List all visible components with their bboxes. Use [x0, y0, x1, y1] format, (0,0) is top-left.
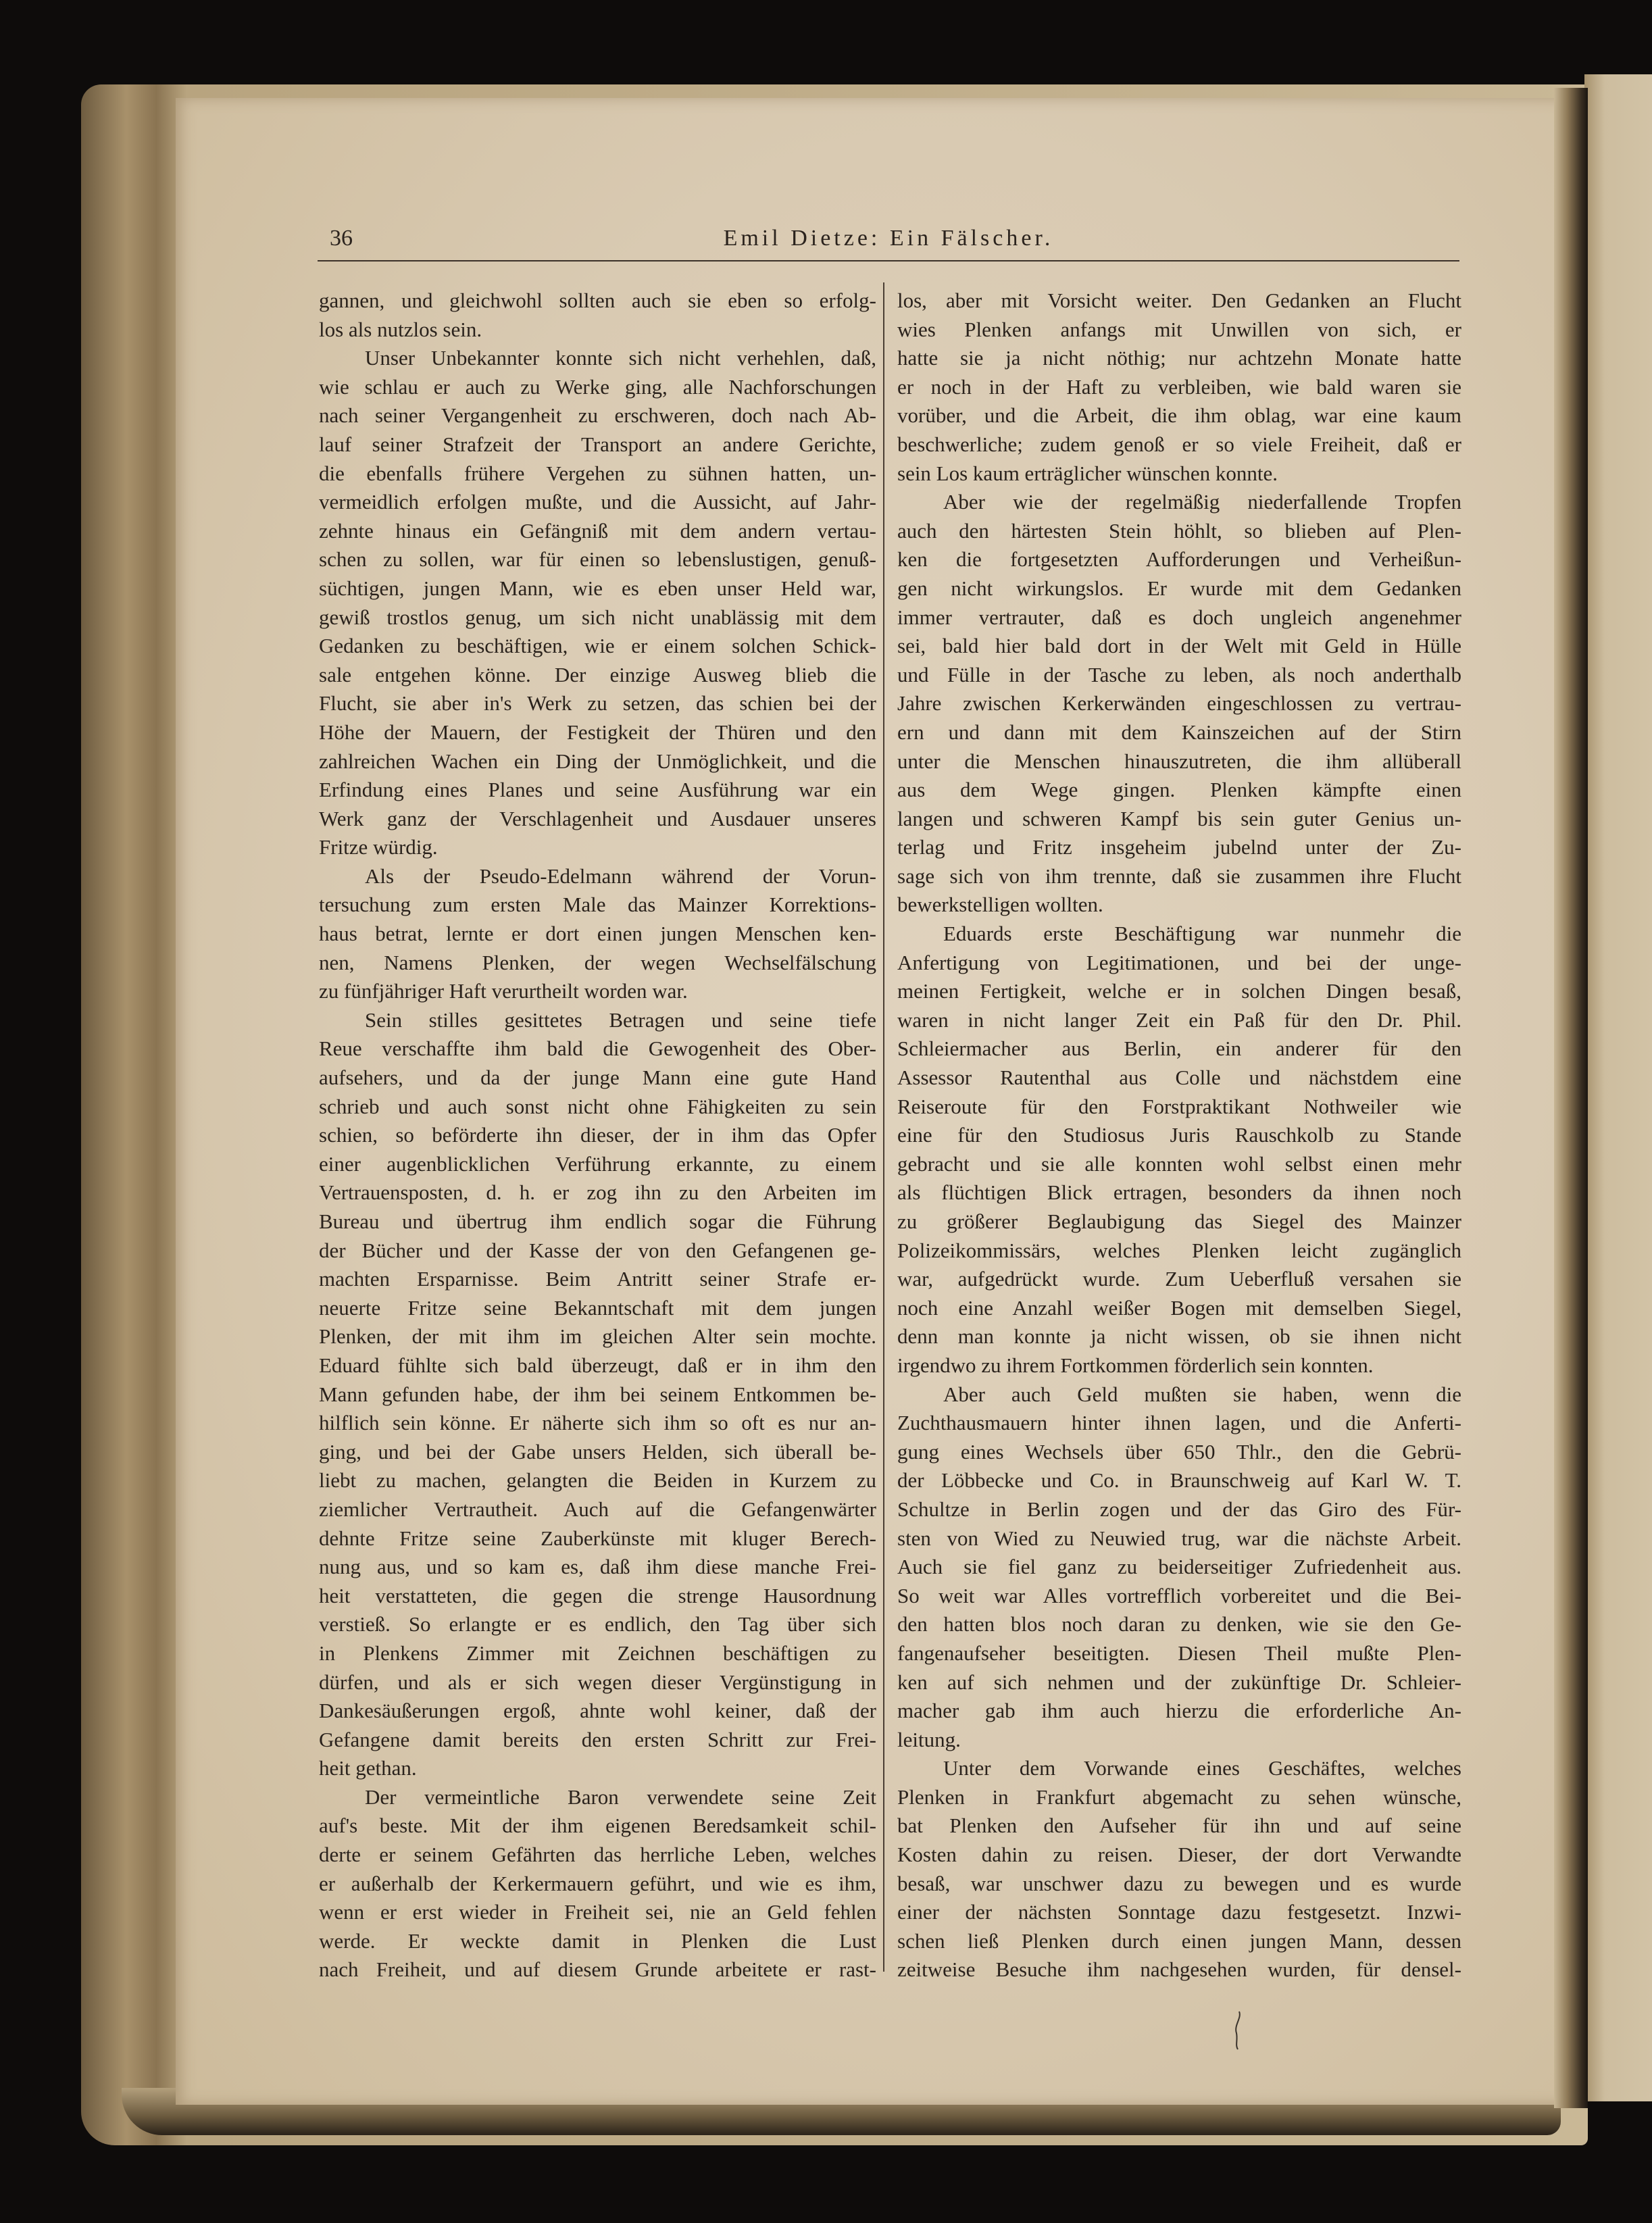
- text-line: Plenken in Frankfurt abgemacht zu sehen wünsche,: [897, 1784, 1461, 1809]
- text-line: nach Freiheit, und auf diesem Grunde arbeitete er rast-: [319, 1957, 876, 1982]
- text-line: schen zu sollen, war für einen so lebenslustigen, genuß-: [319, 547, 876, 572]
- text-line: er außerhalb der Kerkermauern geführt, und wie es ihm,: [319, 1871, 876, 1895]
- running-title: Emil Dietze: Ein Fälscher.: [723, 226, 1054, 251]
- text-line: immer vertrauter, daß es doch ungleich angenehmer: [897, 605, 1461, 629]
- header-rule: [318, 260, 1459, 261]
- text-line: der Bücher und der Kasse der von den Gefangenen ge-: [319, 1238, 876, 1262]
- text-line: hilflich sein könne. Er näherte sich ihm so oft es nur an-: [319, 1411, 876, 1435]
- text-line: dehnte Fritze seine Zauberkünste mit kluger Berech-: [319, 1526, 876, 1550]
- text-line: auf's beste. Mit der ihm eigenen Beredsamkeit schil-: [319, 1814, 876, 1838]
- paragraph: [897, 488, 1461, 920]
- text-line: nen, Namens Plenken, der wegen Wechselfälschung: [319, 950, 876, 974]
- text-line: Gedanken zu beschäftigen, wie er einem solchen Schick-: [319, 634, 876, 658]
- text-line: Eduards erste Beschäftigung war nunmehr die: [943, 922, 1461, 946]
- text-line: los als nutzlos sein.: [319, 317, 482, 341]
- text-line: ken die fortgesetzten Aufforderungen und Verheißun-: [897, 547, 1461, 572]
- text-line: denn man konnte ja nicht wissen, ob sie ihnen nicht: [897, 1324, 1461, 1349]
- paragraph: [897, 1754, 1461, 1984]
- page-header: [318, 222, 1459, 259]
- text-line: vermeidlich erfolgen mußte, und die Aussicht, auf Jahr-: [319, 490, 876, 514]
- text-line: besaß, war unschwer dazu zu bewegen und es wurde: [897, 1871, 1461, 1895]
- text-line: macher gab ihm auch hierzu die erforderliche An-: [897, 1699, 1461, 1723]
- text-line: noch eine Anzahl weißer Bogen mit demselben Siegel,: [897, 1295, 1461, 1320]
- text-line: terlag und Fritz insgeheim jubelnd unter der Zu-: [897, 835, 1461, 859]
- text-line: der Löbbecke und Co. in Braunschweig auf Karl W. T.: [897, 1468, 1461, 1493]
- text-line: Unter dem Vorwande eines Geschäftes, welches: [943, 1756, 1461, 1780]
- text-line: süchtigen, jungen Mann, wie es eben unser Held war,: [319, 576, 876, 600]
- text-line: gannen, und gleichwohl sollten auch sie eben so erfolg-: [319, 289, 876, 312]
- text-line: bewerkstelligen wollten.: [897, 893, 1103, 917]
- text-line: schrieb und auch sonst nicht ohne Fähigkeiten zu sein: [319, 1094, 876, 1118]
- text-line: einer augenblicklichen Verführung erkannte, zu einem: [319, 1151, 876, 1176]
- text-line: ern und dann mit dem Kainszeichen auf der Stirn: [897, 720, 1461, 744]
- text-line: So weit war Alles vortrefflich vorbereitet und die Bei-: [897, 1583, 1461, 1607]
- text-line: unter die Menschen hinauszutreten, die ihm allüberall: [897, 749, 1461, 773]
- text-line: Fritze würdig.: [319, 835, 438, 859]
- text-line: liebt zu machen, gelangten die Beiden in Kurzem zu: [319, 1468, 876, 1493]
- text-line: meinen Fertigkeit, welche er in solchen Dingen besaß,: [897, 979, 1461, 1003]
- text-line: Schultze in Berlin zogen und der das Giro des Für-: [897, 1497, 1461, 1521]
- text-line: er noch in der Haft zu verbleiben, wie bald waren sie: [897, 374, 1461, 399]
- text-line: Reiseroute für den Forstpraktikant Nothweiler wie: [897, 1094, 1461, 1118]
- text-line: Schleiermacher aus Berlin, ein anderer für den: [897, 1036, 1461, 1061]
- pencil-mark: [1230, 2010, 1250, 2051]
- text-line: Polizeikommissärs, welches Plenken leicht zugänglich: [897, 1238, 1461, 1262]
- text-line: Jahre zwischen Kerkerwänden eingeschlossen zu vertrau-: [897, 691, 1461, 716]
- paragraph: [897, 920, 1461, 1380]
- text-line: gebracht und sie alle konnten wohl selbst einen mehr: [897, 1151, 1461, 1176]
- text-line: Kosten dahin zu reisen. Dieser, der dort Verwandte: [897, 1843, 1461, 1867]
- text-line: sein Los kaum erträglicher wünschen konnte.: [897, 461, 1278, 485]
- text-line: zahlreichen Wachen ein Ding der Unmöglichkeit, und die: [319, 749, 876, 773]
- text-line: Aber auch Geld mußten sie haben, wenn die: [943, 1382, 1461, 1406]
- text-line: bat Plenken den Aufseher für ihn und auf seine: [897, 1814, 1461, 1838]
- text-line: schen ließ Plenken durch einen jungen Mann, dessen: [897, 1928, 1461, 1953]
- text-line: den hatten blos noch daran zu denken, wie sie den Ge-: [897, 1612, 1461, 1637]
- text-line: fangenaufseher beseitigten. Diesen Theil mußte Plen-: [897, 1641, 1461, 1665]
- text-line: ziemlicher Vertrautheit. Auch auf die Gefangenwärter: [319, 1497, 876, 1521]
- text-line: Werk ganz der Verschlagenheit und Ausdauer unseres: [319, 806, 876, 830]
- text-line: Anfertigung von Legitimationen, und bei der unge-: [897, 950, 1461, 974]
- text-line: dürfen, und als er sich wegen dieser Vergünstigung in: [319, 1670, 876, 1694]
- text-line: Sein stilles gesittetes Betragen und seine tiefe: [365, 1007, 876, 1032]
- text-line: in Plenkens Zimmer mit Zeichnen beschäftigen zu: [319, 1641, 876, 1665]
- text-line: Mann gefunden habe, der ihm bei seinem Entkommen be-: [319, 1382, 876, 1406]
- text-line: nach seiner Vergangenheit zu erschweren, doch nach Ab-: [319, 403, 876, 428]
- text-line: werde. Er weckte damit in Plenken die Lust: [319, 1928, 876, 1953]
- text-line: sale entgehen könne. Der einzige Ausweg blieb die: [319, 662, 876, 686]
- text-line: auch den härtesten Stein höhlt, so blieben auf Plen-: [897, 518, 1461, 543]
- paragraph: [897, 286, 1461, 488]
- text-line: machten Ersparnisse. Beim Antritt seiner Strafe er-: [319, 1267, 876, 1291]
- text-line: gen nicht wirkungslos. Er wurde mit dem Gedanken: [897, 576, 1461, 600]
- text-line: sage sich von ihm trennte, daß sie zusammen ihre Flucht: [897, 864, 1461, 888]
- text-line: sten von Wied zu Neuwied trug, war die nächste Arbeit.: [897, 1526, 1461, 1550]
- text-line: heit gethan.: [319, 1756, 417, 1780]
- paragraph: [319, 344, 876, 862]
- text-line: langen und schweren Kampf bis sein guter Genius un-: [897, 806, 1461, 830]
- text-column-left: [319, 286, 876, 1984]
- text-line: ken auf sich nehmen und der zukünftige Dr. Schleier-: [897, 1670, 1461, 1694]
- text-line: haus betrat, lernte er dort einen jungen Menschen ken-: [319, 922, 876, 946]
- text-line: verstieß. So erlangte er es endlich, den Tag über sich: [319, 1612, 876, 1637]
- text-line: irgendwo zu ihrem Fortkommen förderlich sein konnten.: [897, 1353, 1374, 1377]
- text-line: Zuchthausmauern hinter ihnen lagen, und die Anferti-: [897, 1411, 1461, 1435]
- text-line: Eduard fühlte sich bald überzeugt, daß er in ihm den: [319, 1353, 876, 1377]
- text-line: Gefangene damit bereits den ersten Schritt zur Frei-: [319, 1727, 876, 1751]
- text-line: Assessor Rautenthal aus Colle und nächstdem eine: [897, 1066, 1461, 1090]
- text-line: hatte sie ja nicht nöthig; nur achtzehn Monate hatte: [897, 346, 1461, 370]
- text-line: einer der nächsten Sonntage dazu festgesetzt. Inzwi-: [897, 1900, 1461, 1924]
- paragraph: [319, 1006, 876, 1783]
- text-line: ging, und bei der Gabe unsers Helden, sich überall be-: [319, 1439, 876, 1464]
- text-column-right: [897, 286, 1461, 1984]
- text-line: Plenken, der mit ihm im gleichen Alter sein mochte.: [319, 1324, 876, 1349]
- text-line: gewiß trostlos genug, um sich nicht unablässig mit dem: [319, 605, 876, 629]
- text-line: aufsehers, und da der junge Mann eine gute Hand: [319, 1066, 876, 1090]
- text-line: lauf seiner Strafzeit der Transport an andere Gerichte,: [319, 432, 876, 456]
- text-line: nung aus, und so kam es, daß ihm diese manche Frei-: [319, 1555, 876, 1579]
- book-gutter: [1554, 88, 1588, 2108]
- text-line: vorüber, und die Arbeit, die ihm oblag, war eine kaum: [897, 403, 1461, 428]
- text-line: Der vermeintliche Baron verwendete seine Zeit: [365, 1784, 876, 1809]
- text-line: zeitweise Besuche ihm nachgesehen wurden, für densel-: [897, 1957, 1461, 1982]
- column-divider: [883, 282, 884, 1972]
- text-line: tersuchung zum ersten Male das Mainzer Korrektions-: [319, 893, 876, 917]
- text-line: wenn er erst wieder in Freiheit sei, nie an Geld fehlen: [319, 1900, 876, 1924]
- text-line: Reue verschaffte ihm bald die Gewogenheit des Ober-: [319, 1036, 876, 1061]
- text-line: Flucht, sie aber in's Werk zu setzen, das schien bei der: [319, 691, 876, 716]
- text-line: Aber wie der regelmäßig niederfallende Tropfen: [943, 490, 1461, 514]
- text-line: los, aber mit Vorsicht weiter. Den Gedanken an Flucht: [897, 289, 1461, 312]
- text-line: sei, bald hier bald dort in der Welt mit Geld in Hülle: [897, 634, 1461, 658]
- facing-page-edge: [1584, 74, 1652, 2101]
- text-line: als flüchtigen Blick ertragen, besonders da ihnen noch: [897, 1180, 1461, 1205]
- text-line: waren in nicht langer Zeit ein Paß für den Dr. Phil.: [897, 1007, 1461, 1032]
- text-line: zehnte hinaus ein Gefängniß mit dem andern vertau-: [319, 518, 876, 543]
- text-line: eine für den Studiosus Juris Rauschkolb zu Stande: [897, 1123, 1461, 1147]
- text-line: leitung.: [897, 1727, 961, 1751]
- paragraph: [319, 1783, 876, 1984]
- text-line: derte er seinem Gefährten das herrliche Leben, welches: [319, 1843, 876, 1867]
- text-line: Auch sie fiel ganz zu beiderseitiger Zufriedenheit aus.: [897, 1555, 1461, 1579]
- paragraph: [897, 1380, 1461, 1755]
- paragraph: [319, 286, 876, 344]
- text-line: aus dem Wege gingen. Plenken kämpfte einen: [897, 778, 1461, 802]
- text-line: Dankesäußerungen ergoß, ahnte wohl keiner, daß der: [319, 1699, 876, 1723]
- text-line: Erfindung eines Planes und seine Ausführung war ein: [319, 778, 876, 802]
- page-number: 36: [330, 226, 353, 251]
- text-line: zu fünfjähriger Haft verurtheilt worden war.: [319, 979, 688, 1003]
- text-line: und Fülle in der Tasche zu leben, als noch anderthalb: [897, 662, 1461, 686]
- text-line: zu größerer Beglaubigung das Siegel des Mainzer: [897, 1209, 1461, 1233]
- text-line: wies Plenken anfangs mit Unwillen von sich, er: [897, 317, 1461, 341]
- text-line: Vertrauensposten, d. h. er zog ihn zu den Arbeiten im: [319, 1180, 876, 1205]
- text-line: Bureau und übertrug ihm endlich sogar die Führung: [319, 1209, 876, 1233]
- text-line: neuerte Fritze seine Bekanntschaft mit dem jungen: [319, 1295, 876, 1320]
- text-line: heit verstatteten, die gegen die strenge Hausordnung: [319, 1583, 876, 1607]
- text-line: gung eines Wechsels über 650 Thlr., den die Gebrü-: [897, 1439, 1461, 1464]
- paragraph: [319, 862, 876, 1006]
- text-line: beschwerliche; zudem genoß er so viele Freiheit, daß er: [897, 432, 1461, 456]
- text-line: Als der Pseudo-Edelmann während der Vorun-: [365, 864, 876, 888]
- text-line: wie schlau er auch zu Werke ging, alle Nachforschungen: [319, 374, 876, 399]
- text-line: schien, so beförderte ihn dieser, der in ihm das Opfer: [319, 1123, 876, 1147]
- text-line: war, aufgedrückt wurde. Zum Ueberfluß versahen sie: [897, 1267, 1461, 1291]
- text-line: Höhe der Mauern, der Festigkeit der Thüren und den: [319, 720, 876, 744]
- text-line: die ebenfalls frühere Vergehen zu sühnen hatten, un-: [319, 461, 876, 485]
- text-line: Unser Unbekannter konnte sich nicht verhehlen, daß,: [365, 346, 876, 370]
